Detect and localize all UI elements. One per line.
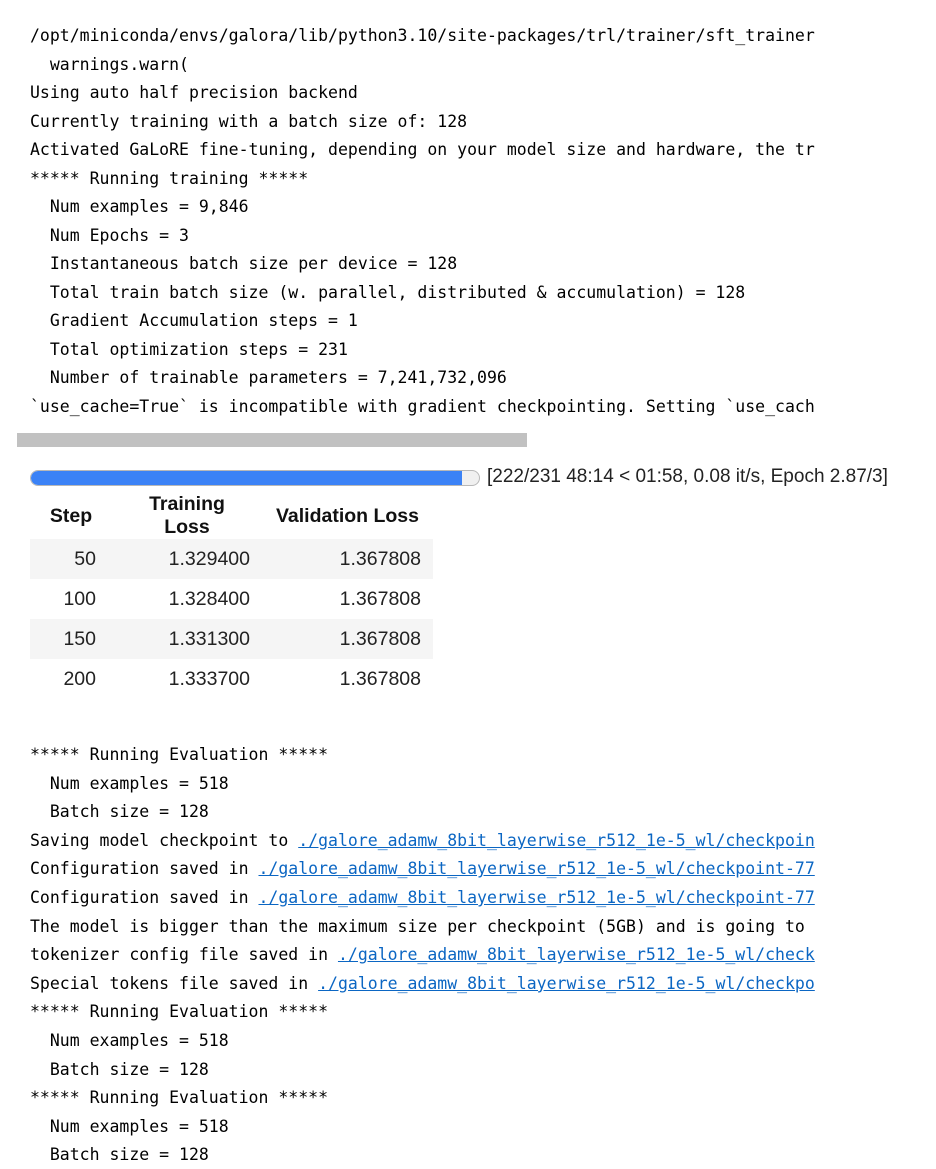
cell-training-loss: 1.328400 xyxy=(112,579,262,619)
cell-validation-loss: 1.367808 xyxy=(262,539,433,579)
log-line: Num examples = 518 xyxy=(30,1031,229,1050)
table-header-row xyxy=(30,493,433,539)
log-line: Total optimization steps = 231 xyxy=(30,339,348,359)
table-row xyxy=(30,579,433,619)
column-header-validation-loss: Validation Loss xyxy=(275,504,420,527)
log-line-prefix: Configuration saved in xyxy=(30,888,259,907)
cell-step: 100 xyxy=(30,579,112,619)
log-line-prefix: tokenizer config file saved in xyxy=(30,945,338,965)
log-line-with-link xyxy=(30,884,936,912)
log-line: warnings.warn( xyxy=(30,54,189,74)
column-header-training-loss: Training Loss xyxy=(149,493,225,538)
cell-validation-loss: 1.367808 xyxy=(262,579,433,619)
log-line: Batch size = 128 xyxy=(30,802,209,822)
checkpoint-path-link[interactable]: ./galore_adamw_8bit_layerwise_r512_1e-5_wl/check xyxy=(337,945,815,965)
log-line: Currently training with a batch size of: 128 xyxy=(30,111,468,131)
log-line-with-link xyxy=(30,941,936,969)
checkpoint-path-link[interactable]: ./galore_adamw_8bit_layerwise_r512_1e-5_wl/checkpoin xyxy=(298,830,815,850)
log-line-prefix: Configuration saved in xyxy=(30,859,259,879)
progress-bar-fill xyxy=(31,471,462,485)
log-line: Number of trainable parameters = 7,241,732,096 xyxy=(30,368,507,387)
log-line-with-link xyxy=(30,855,936,883)
log-line: Batch size = 128 xyxy=(30,1145,209,1165)
cell-validation-loss: 1.367808 xyxy=(262,619,433,659)
log-line-with-link xyxy=(30,827,936,855)
table-row xyxy=(30,659,433,699)
log-line: Num Epochs = 3 xyxy=(30,225,189,245)
cell-step: 200 xyxy=(30,659,112,699)
log-line: ***** Running Evaluation ***** xyxy=(30,1002,329,1022)
cell-training-loss: 1.333700 xyxy=(112,659,262,699)
progress-status-text: [222/231 48:14 < 01:58, 0.08 it/s, Epoch 2.87/3] xyxy=(487,466,888,487)
table-row xyxy=(30,619,433,659)
cell-step: 150 xyxy=(30,619,112,659)
training-progress-bar xyxy=(30,470,480,486)
log-line: ***** Running Evaluation ***** xyxy=(30,1088,329,1108)
checkpoint-path-link[interactable]: ./galore_adamw_8bit_layerwise_r512_1e-5_wl/checkpoint-77 xyxy=(258,859,815,879)
log-line: Num examples = 518 xyxy=(30,773,229,793)
cell-training-loss: 1.329400 xyxy=(112,539,262,579)
log-line: /opt/miniconda/envs/galora/lib/python3.10/site-packages/trl/trainer/sft_trainer xyxy=(30,26,815,45)
training-metrics-table xyxy=(30,493,433,699)
cell-validation-loss: 1.367808 xyxy=(262,659,433,699)
column-header-step: Step xyxy=(49,504,93,527)
log-line: Gradient Accumulation steps = 1 xyxy=(30,311,358,330)
log-line: ***** Running Evaluation ***** xyxy=(30,745,329,764)
log-line: Activated GaLoRE fine-tuning, depending on your model size and hardware, the tr xyxy=(30,140,815,159)
horizontal-scrollbar[interactable] xyxy=(17,433,527,447)
cell-training-loss: 1.331300 xyxy=(112,619,262,659)
log-line: Total train batch size (w. parallel, distributed & accumulation) = 128 xyxy=(30,282,746,302)
log-line: Batch size = 128 xyxy=(30,1059,209,1079)
cell-step: 50 xyxy=(30,539,112,579)
checkpoint-path-link[interactable]: ./galore_adamw_8bit_layerwise_r512_1e-5_wl/checkpoint-77 xyxy=(258,888,815,907)
table-row xyxy=(30,539,433,579)
log-line: Num examples = 9,846 xyxy=(30,197,249,216)
log-line: The model is bigger than the maximum size per checkpoint (5GB) and is going to xyxy=(30,916,805,936)
log-line: Num examples = 518 xyxy=(30,1116,229,1136)
log-line: ***** Running training ***** xyxy=(30,168,309,188)
log-line-prefix: Saving model checkpoint to xyxy=(30,830,299,850)
log-line-with-link xyxy=(30,970,936,998)
log-line: Instantaneous batch size per device = 128 xyxy=(30,254,458,273)
log-line-prefix: Special tokens file saved in xyxy=(30,973,319,993)
log-line: Using auto half precision backend xyxy=(30,83,358,102)
checkpoint-path-link[interactable]: ./galore_adamw_8bit_layerwise_r512_1e-5_wl/checkpo xyxy=(318,973,815,993)
log-line: `use_cache=True` is incompatible with gradient checkpointing. Setting `use_cach xyxy=(30,396,815,416)
